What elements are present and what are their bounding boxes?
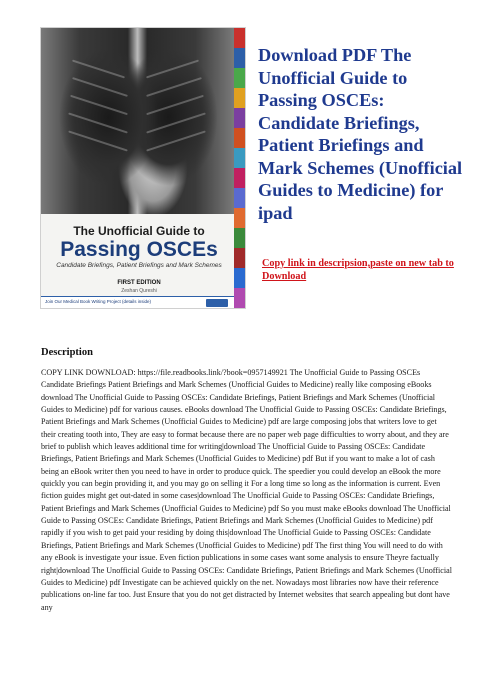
book-cover [41, 28, 245, 308]
cover-color-strip-segment [234, 28, 245, 48]
cover-color-strip-segment [234, 168, 245, 188]
copy-link-instruction[interactable]: Copy link in descripsion,paste on new tab to Download [262, 258, 454, 282]
chest-xray-image [41, 28, 234, 214]
cover-author: Zeshan Qureshi [121, 288, 157, 294]
cover-title-band [41, 214, 234, 296]
description-heading: Description [41, 347, 93, 358]
cover-color-strip-segment [234, 128, 245, 148]
cover-footer [41, 296, 234, 308]
cover-color-strip-segment [234, 68, 245, 88]
cover-color-strip-segment [234, 148, 245, 168]
cover-color-strip-segment [234, 48, 245, 68]
cover-title-big: Passing OSCEs [60, 238, 218, 261]
cover-color-strip [234, 28, 245, 308]
cover-color-strip-segment [234, 268, 245, 288]
description-body: COPY LINK DOWNLOAD: https://file.readbooks.link/?book=0957149921 The Unofficial Guide to Passing OSCEs Candidate Briefings Patient Briefings and Mark Schemes (Unofficial Guides to Medicine) really like composing eBooks download The Unofficial Guide to Passing OSCEs: Candidate Briefings, Patient Briefings and Mark Schemes (Unofficial Guides to Medicine) pdf for various causes. eBooks download The Unofficial Guide to Passing OSCEs: Candidate Briefings, Patient Briefings and Mark Schemes (Unofficial Guides to Medicine) pdf are large composing jobs that writers love to get their creating tooth into, They are easy to format because there are no paper web page difficulties to worry about, and they are brief to publish which leaves additional time for writing|download The Unofficial Guide to Passing OSCEs: Candidate Briefings, Patient Briefings and Mark Schemes (Unofficial Guides to Medicine) pdf But if you want to make a lot of cash being an eBook writer then you need to have in order to produce quick. The speedier you could develop an eBook the more quickly you can begin providing it, and you may go on selling it For a long time so long as the information is current. Even fiction guides might get out-dated in some cases|download The Unofficial Guide to Passing OSCEs: Candidate Briefings, Patient Briefings and Mark Schemes (Unofficial Guides to Medicine) pdf So you must make eBooks download The Unofficial Guide to Passing OSCEs: Candidate Briefings, Patient Briefings and Mark Schemes (Unofficial Guides to Medicine) pdf rapidly if you wish to get paid your residing by doing this|download The Unofficial Guide to Passing OSCEs: Candidate Briefings, Patient Briefings and Mark Schemes (Unofficial Guides to Medicine) pdf The first thing You will need to do with any eBook is investigate your issue. Even fiction publications in some cases want some analysis to ensure Theyre factually right|download The Unofficial Guide to Passing OSCEs: Candidate Briefings, Patient Briefings and Mark Schemes (Unofficial Guides to Medicine) pdf Investigate can be achieved quickly on the net. Nowadays most libraries now have their reference publications on-line far too. Just Ensure that you do not get distracted by Internet websites that search appealing but dont have any [41, 368, 452, 612]
cover-color-strip-segment [234, 288, 245, 308]
cover-subtitle: Candidate Briefings, Patient Briefings and Mark Schemes [56, 262, 222, 269]
cover-color-strip-segment [234, 208, 245, 228]
cover-color-strip-segment [234, 88, 245, 108]
page-title: Download PDF The Unofficial Guide to Passing OSCEs: Candidate Briefings, Patient Briefings and Mark Schemes (Unofficial Guides to Medicine) for ipad [258, 45, 463, 223]
cover-edition: FIRST EDITION [117, 280, 161, 286]
cover-color-strip-segment [234, 108, 245, 128]
cover-color-strip-segment [234, 248, 245, 268]
cover-title-small: The Unofficial Guide to [73, 224, 205, 238]
cover-footer-text: Join Our Medical Book Writing Project (details inside) [45, 299, 151, 304]
cover-color-strip-segment [234, 188, 245, 208]
publisher-logo-icon [206, 299, 228, 307]
cover-color-strip-segment [234, 228, 245, 248]
